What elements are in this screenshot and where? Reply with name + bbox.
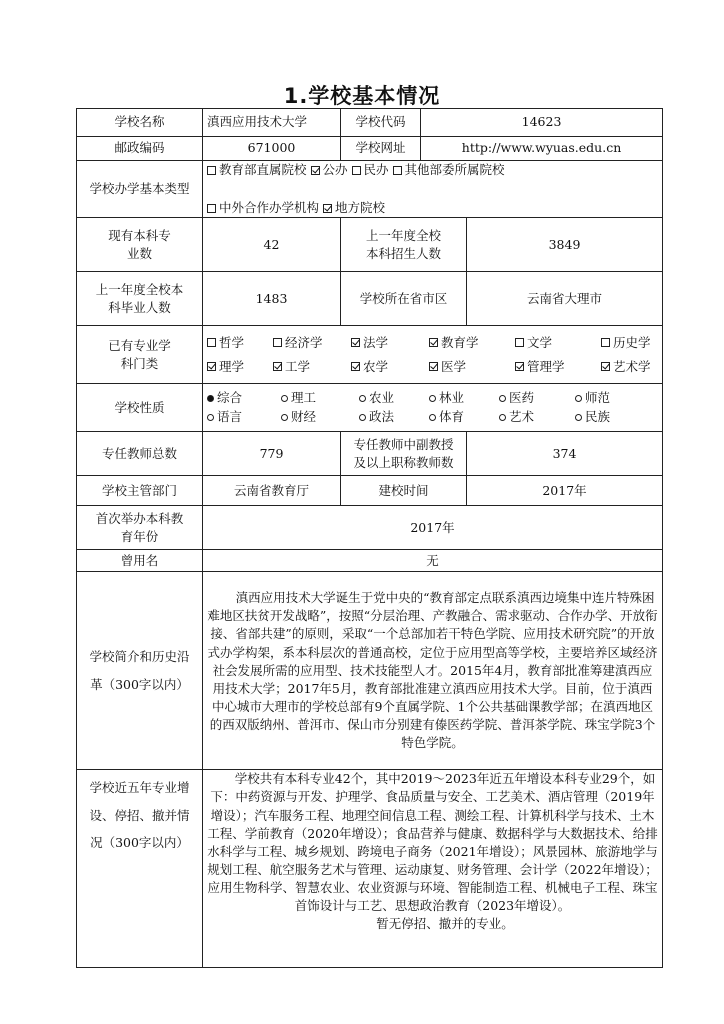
- radio-icon: [207, 414, 214, 421]
- checkbox-checked-icon: [273, 362, 282, 371]
- option-normal[interactable]: 师范: [575, 389, 635, 407]
- option-sports[interactable]: 体育: [429, 408, 499, 426]
- option-ministry-school[interactable]: 教育部直属院校: [207, 161, 307, 179]
- option-economics[interactable]: 经济学: [273, 334, 351, 352]
- value-majors: 42: [203, 218, 341, 272]
- option-arts[interactable]: 艺术学: [601, 358, 657, 376]
- radio-icon: [575, 395, 582, 402]
- history-text-cell: [203, 572, 663, 770]
- radio-icon: [429, 395, 436, 402]
- row-former-name: [77, 550, 663, 572]
- value-postal: 671000: [203, 137, 341, 161]
- value-school-name: 滇西应用技术大学: [203, 109, 341, 137]
- option-art[interactable]: 艺术: [499, 408, 575, 426]
- label-school-name: 学校名称: [77, 109, 203, 137]
- label-senior-teachers: 专任教师中副教授及以上职称教师数: [341, 432, 467, 476]
- option-philosophy[interactable]: 哲学: [207, 334, 273, 352]
- label-school-type: 学校办学基本类型: [77, 161, 203, 218]
- value-teachers: 779: [203, 432, 341, 476]
- label-enroll: 上一年度全校本科招生人数: [341, 218, 467, 272]
- option-education[interactable]: 教育学: [429, 334, 515, 352]
- option-sino-foreign[interactable]: 中外合作办学机构: [207, 199, 319, 217]
- radio-icon: [359, 414, 366, 421]
- checkbox-icon: [601, 338, 610, 347]
- history-text: 滇西应用技术大学诞生于党中央的“教育部定点联系滇西边境集中连片特殊困难地区扶贫开发战略”，按照“分层治理、产教融合、需求驱动、合作办学、开放衔接、省部共建”的原则，采取“一个总部加若干特色学院、应用技术研究院”的开放式办学构架，系本科层次的普通高校，定位于应用型高等学校，主要培养区域经济社会发展所需的应用型、技术技能型人才。2015年4月，教育部批准筹建滇西应用技术大学；2017年5月，教育部批准建立滇西应用技术大学。目前，位于滇西中心城市大理市的学校总部有9个直属学院、1个公共基础课教学部；在滇西地区的西双版纳州、普洱市、保山市分别建有傣医药学院、普洱茶学院、珠宝学院3个特色学院。: [207, 590, 658, 751]
- checkbox-checked-icon: [429, 362, 438, 371]
- checkbox-icon: [207, 204, 216, 213]
- checkbox-icon: [515, 338, 524, 347]
- option-medicine[interactable]: 医学: [429, 358, 515, 376]
- option-comprehensive[interactable]: 综合: [207, 389, 281, 407]
- page-title: 1.学校基本情况: [283, 84, 441, 108]
- radio-icon: [429, 414, 436, 421]
- checkbox-checked-icon: [207, 362, 216, 371]
- label-school-code: 学校代码: [341, 109, 421, 137]
- checkbox-icon: [207, 166, 216, 175]
- value-city: 云南省大理市: [467, 272, 663, 326]
- option-local[interactable]: 地方院校: [323, 199, 385, 217]
- checkbox-checked-icon: [351, 362, 360, 371]
- row-postal: [77, 137, 663, 161]
- option-law[interactable]: 法学: [351, 334, 429, 352]
- changes-text: 学校共有本科专业42个，其中2019～2023年近五年增设本科专业29个，如下：中药资源与开发、护理学、食品质量与安全、工艺美术、酒店管理（2019年增设）；汽车服务工程、地理空间信息工程、测绘工程、计算机科学与技术、土木工程、学前教育（2020年增设）；食品营养与健康、数据科学与大数据技术、给排水科学与工程、城乡规划、跨境电子商务（2021年增设）；风景园林、旅游地学与规划工程、航空服务艺术与管理、运动康复、财务管理、会计学（2022年增设）；应用生物科学、智慧农业、农业资源与环境、智能制造工程、机械电子工程、珠宝首饰设计与工艺、思想政治教育（2023年增设）。: [207, 771, 658, 914]
- option-medical[interactable]: 医药: [499, 389, 575, 407]
- option-politics-law[interactable]: 政法: [359, 408, 429, 426]
- changes-text-cell: [203, 770, 663, 968]
- row-teachers: [77, 432, 663, 476]
- option-engineering[interactable]: 工学: [273, 358, 351, 376]
- option-ethnic[interactable]: 民族: [575, 408, 635, 426]
- label-changes: 学校近五年专业增设、停招、撤并情况（300字以内）: [77, 770, 203, 968]
- row-school-type: [77, 161, 663, 218]
- radio-icon: [281, 395, 288, 402]
- value-school-code: 14623: [421, 109, 663, 137]
- option-other-ministry[interactable]: 其他部委所属院校: [393, 161, 505, 179]
- nature-options: [203, 384, 663, 432]
- row-changes: [77, 770, 663, 968]
- option-language[interactable]: 语言: [207, 408, 281, 426]
- checkbox-icon: [207, 338, 216, 347]
- option-literature[interactable]: 文学: [515, 334, 601, 352]
- label-nature: 学校性质: [77, 384, 203, 432]
- label-former-name: 曾用名: [77, 550, 203, 572]
- option-private[interactable]: 民办: [352, 161, 389, 179]
- label-authority: 学校主管部门: [77, 476, 203, 506]
- radio-selected-icon: [207, 395, 214, 402]
- checkbox-icon: [393, 166, 402, 175]
- checkbox-icon: [273, 338, 282, 347]
- label-founded: 建校时间: [341, 476, 467, 506]
- label-postal: 邮政编码: [77, 137, 203, 161]
- row-first-enroll: [77, 506, 663, 550]
- option-public[interactable]: 公办: [311, 161, 348, 179]
- label-website: 学校网址: [341, 137, 421, 161]
- row-history: [77, 572, 663, 770]
- option-history[interactable]: 历史学: [601, 334, 657, 352]
- row-nature: [77, 384, 663, 432]
- option-science[interactable]: 理学: [207, 358, 273, 376]
- changes-text-note: 暂无停招、撤并的专业。: [376, 916, 514, 932]
- value-former-name: 无: [203, 550, 663, 572]
- checkbox-icon: [352, 166, 361, 175]
- label-majors: 现有本科专业数: [77, 218, 203, 272]
- row-graduates: [77, 272, 663, 326]
- label-first-enroll: 首次举办本科教育年份: [77, 506, 203, 550]
- option-agri[interactable]: 农业: [359, 389, 429, 407]
- row-authority: [77, 476, 663, 506]
- value-graduates: 1483: [203, 272, 341, 326]
- school-type-options: [203, 161, 663, 218]
- option-forestry[interactable]: 林业: [429, 389, 499, 407]
- radio-icon: [575, 414, 582, 421]
- value-founded: 2017年: [467, 476, 663, 506]
- checkbox-checked-icon: [351, 338, 360, 347]
- option-finance[interactable]: 财经: [281, 408, 359, 426]
- option-sci-eng[interactable]: 理工: [281, 389, 359, 407]
- option-management[interactable]: 管理学: [515, 358, 601, 376]
- value-enroll: 3849: [467, 218, 663, 272]
- value-website[interactable]: http://www.wyuas.edu.cn: [421, 137, 663, 161]
- option-agriculture[interactable]: 农学: [351, 358, 429, 376]
- checkbox-checked-icon: [323, 204, 332, 213]
- label-teachers: 专任教师总数: [77, 432, 203, 476]
- label-graduates: 上一年度全校本科毕业人数: [77, 272, 203, 326]
- discipline-options: [203, 326, 663, 384]
- label-city: 学校所在省市区: [341, 272, 467, 326]
- radio-icon: [499, 395, 506, 402]
- checkbox-checked-icon: [311, 166, 320, 175]
- value-authority: 云南省教育厅: [203, 476, 341, 506]
- school-info-table: [76, 108, 663, 968]
- checkbox-checked-icon: [429, 338, 438, 347]
- label-history: 学校简介和历史沿革（300字以内）: [77, 572, 203, 770]
- label-disciplines: 已有专业学科门类: [77, 326, 203, 384]
- checkbox-checked-icon: [601, 362, 610, 371]
- value-first-enroll: 2017年: [203, 506, 663, 550]
- radio-icon: [281, 414, 288, 421]
- radio-icon: [499, 414, 506, 421]
- row-majors: [77, 218, 663, 272]
- row-school-name: [77, 109, 663, 137]
- checkbox-checked-icon: [515, 362, 524, 371]
- radio-icon: [359, 395, 366, 402]
- value-senior-teachers: 374: [467, 432, 663, 476]
- row-disciplines: [77, 326, 663, 384]
